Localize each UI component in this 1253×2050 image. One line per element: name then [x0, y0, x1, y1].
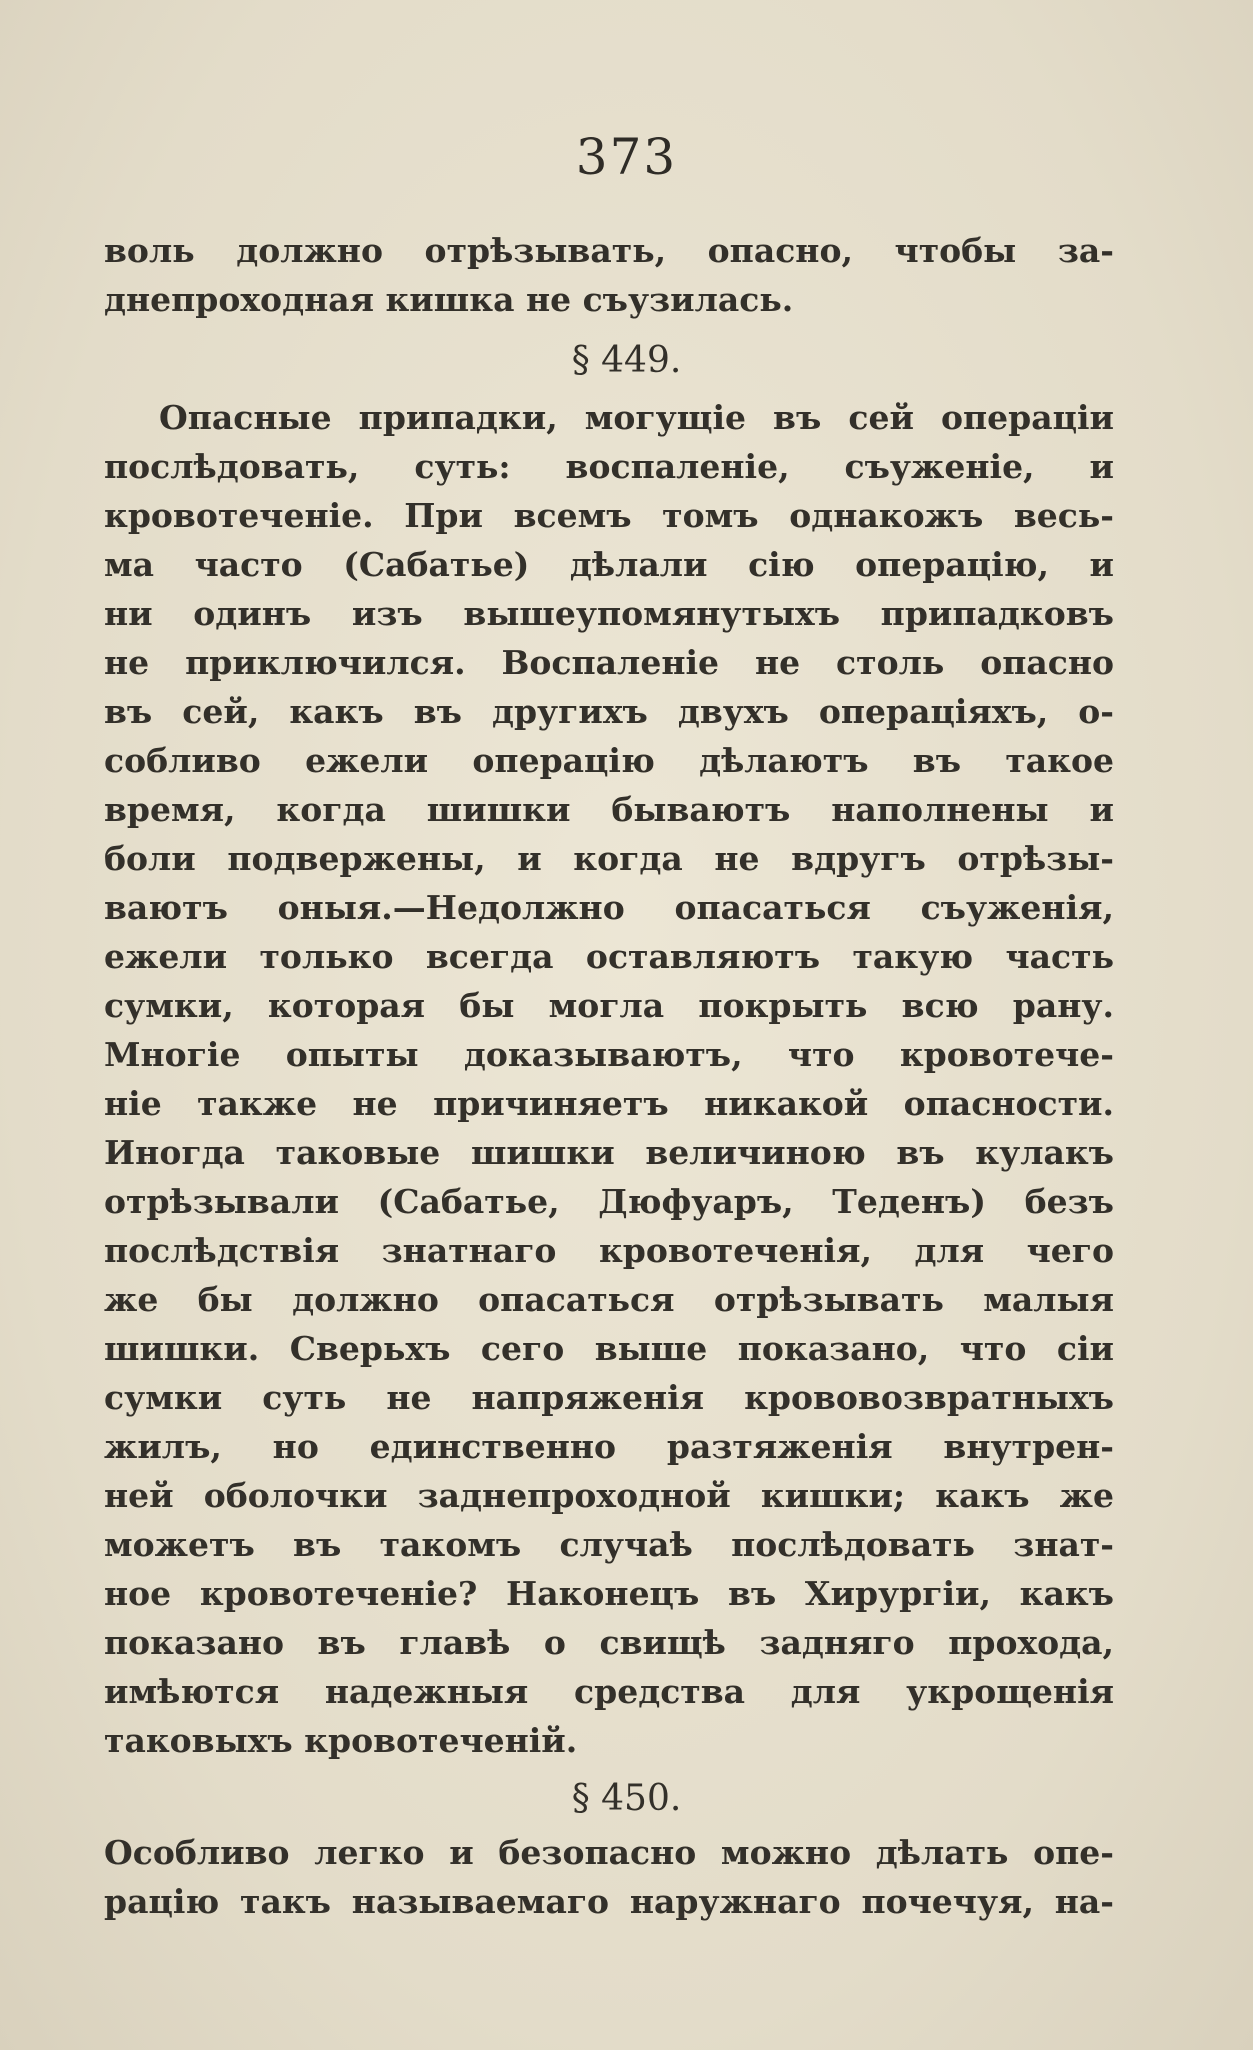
text-line: послѣдствія знатнаго кровотеченія, для чего — [104, 1231, 1114, 1270]
text-line: не приключился. Воспаленіе не столь опасно — [104, 643, 1114, 682]
text-line: имѣются надежныя средства для укрощенія — [104, 1672, 1114, 1711]
intro-paragraph — [104, 226, 1114, 324]
page-number: 373 — [575, 128, 678, 186]
text-line: отрѣзывали (Сабатье, Дюфуаръ, Теденъ) безъ — [104, 1182, 1114, 1221]
text-line: жилъ, но единственно разтяженія внутрен- — [104, 1427, 1114, 1466]
text-line: кровотеченіе. При всемъ томъ однакожъ весь- — [104, 496, 1114, 535]
text-line: рацію такъ называемаго наружнаго почечуя, на- — [104, 1882, 1114, 1921]
text-line: время, когда шишки бываютъ наполнены и — [104, 790, 1114, 829]
text-line: сумки суть не напряженія крововозвратныхъ — [104, 1378, 1114, 1417]
text-line: ма часто (Сабатье) дѣлали сію операцію, и — [104, 545, 1114, 584]
text-line: ней оболочки заднепроходной кишки; какъ же — [104, 1476, 1114, 1515]
text-line: ежели только всегда оставляютъ такую часть — [104, 937, 1114, 976]
text-line: шишки. Сверьхъ сего выше показано, что сіи — [104, 1329, 1114, 1368]
text-line: въ сей, какъ въ другихъ двухъ операціяхъ, о- — [104, 692, 1114, 731]
text-line: ни одинъ изъ вышеупомянутыхъ припадковъ — [104, 594, 1114, 633]
text-line: сумки, которая бы могла покрыть всю рану. — [104, 986, 1114, 1025]
text-line: же бы должно опасаться отрѣзывать малыя — [104, 1280, 1114, 1319]
section-449-paragraph — [104, 393, 1114, 1765]
text-line: собливо ежели операцію дѣлаютъ въ такое — [104, 741, 1114, 780]
text-line: боли подвержены, и когда не вдругъ отрѣзы- — [104, 839, 1114, 878]
text-line: Особливо легко и безопасно можно дѣлать опе- — [104, 1833, 1114, 1872]
text-line: ваютъ оныя.—Недолжно опасаться съуженія, — [104, 888, 1114, 927]
text-line: воль должно отрѣзывать, опасно, чтобы за- — [104, 231, 1114, 270]
text-line: послѣдовать, суть: воспаленіе, съуженіе, и — [104, 447, 1114, 486]
text-line: можетъ въ такомъ случаѣ послѣдовать знат- — [104, 1525, 1114, 1564]
text-line: Опасные припадки, могущіе въ сей операціи — [159, 398, 1114, 437]
text-line: таковыхъ кровотеченій. — [104, 1721, 578, 1760]
text-line: показано въ главѣ о свищѣ задняго прохода, — [104, 1623, 1114, 1662]
text-line: днепроходная кишка не съузилась. — [104, 280, 794, 319]
section-heading-450: § 450. — [571, 1778, 682, 1819]
section-450-paragraph — [104, 1828, 1114, 1926]
text-line: Иногда таковые шишки величиною въ кулакъ — [104, 1133, 1114, 1172]
section-heading-449: § 449. — [571, 340, 682, 381]
text-line: Многіе опыты доказываютъ, что кровотече- — [104, 1035, 1114, 1074]
text-line: ное кровотеченіе? Наконецъ въ Хирургіи, какъ — [104, 1574, 1114, 1613]
text-line: ніе также не причиняетъ никакой опасности. — [104, 1084, 1114, 1123]
